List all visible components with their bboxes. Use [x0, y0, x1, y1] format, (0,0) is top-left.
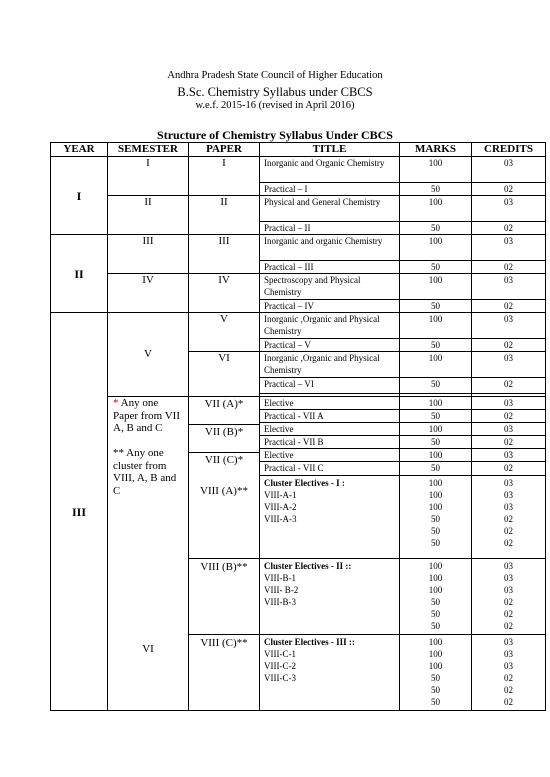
paper-cell: VII (C)*	[204, 454, 244, 466]
credits-cell: 03	[472, 274, 546, 300]
cluster-item: VIII-A-3	[264, 514, 297, 524]
col-header-paper: PAPER	[189, 143, 260, 157]
title-cell: Practical - VII B	[260, 436, 399, 449]
title-cell: Inorganic ,Organic and Physical Chemistry	[260, 352, 400, 378]
marks-cell: 50	[400, 410, 471, 423]
title-cell: Practical - VII A	[260, 410, 399, 423]
elective-note	[108, 397, 189, 559]
council-name: Andhra Pradesh State Council of Higher Education	[167, 70, 383, 81]
paper-cell: VIII (B)**	[189, 559, 260, 635]
paper-group	[189, 397, 260, 559]
credits-cell: 03	[504, 637, 513, 647]
year-cell: I	[51, 157, 108, 235]
title-cell: Practical – V	[260, 339, 400, 352]
semester-cell: IV	[108, 274, 189, 313]
title-cell: Elective	[260, 449, 399, 462]
marks-cell: 50	[431, 514, 440, 524]
title-cell: Practical – III	[260, 261, 400, 274]
paper-cell: VI	[189, 352, 260, 397]
credits-cell: 03	[504, 573, 513, 583]
paper-cell: I	[189, 157, 260, 196]
semester-cell: II	[108, 196, 189, 235]
title-cell: Practical - VII C	[260, 462, 399, 476]
table-header-row	[51, 143, 546, 157]
marks-cell: 100	[400, 423, 471, 436]
marks-group	[400, 397, 472, 559]
cluster-item: VIII-B-3	[264, 597, 296, 607]
semester-cell: VI	[108, 559, 189, 711]
marks-cell: 50	[431, 621, 440, 631]
paper-cell: II	[189, 196, 260, 235]
title-cell: Practical – IV	[260, 300, 400, 313]
page-title: Structure of Chemistry Syllabus Under CBCS	[157, 128, 393, 142]
year-cell: II	[51, 235, 108, 313]
marks-cell: 50	[431, 526, 440, 536]
effective-date: w.e.f. 2015-16 (revised in April 2016)	[195, 100, 355, 111]
marks-cell: 50	[431, 673, 440, 683]
title-cell: Practical – VI	[260, 378, 400, 394]
credits-cell: 03	[472, 157, 546, 183]
credits-group	[472, 635, 546, 711]
cluster-item: VIII-A-2	[264, 502, 297, 512]
marks-cell: 100	[400, 274, 472, 300]
marks-cell: 100	[400, 449, 471, 462]
paper-cell: VIII (A)**	[200, 485, 248, 497]
paper-cell: III	[189, 235, 260, 274]
cluster-item: VIII- B-2	[264, 585, 299, 595]
marks-cell: 50	[400, 261, 472, 274]
semester-cell: III	[108, 235, 189, 274]
credits-cell: 02	[504, 597, 513, 607]
marks-cell: 100	[400, 157, 472, 183]
credits-cell: 02	[472, 462, 545, 476]
marks-cell: 100	[400, 196, 472, 222]
marks-cell: 100	[428, 502, 443, 512]
title-cell: Elective	[260, 397, 399, 410]
credits-group	[472, 397, 546, 559]
col-header-marks: MARKS	[400, 143, 472, 157]
marks-cell: 100	[428, 573, 443, 583]
title-cell: Elective	[260, 423, 399, 436]
paper-cell: VIII (C)**	[189, 635, 260, 711]
col-header-credits: CREDITS	[472, 143, 546, 157]
table-row	[51, 559, 546, 635]
cluster-item: VIII-B-1	[264, 573, 296, 583]
marks-cell: 100	[428, 490, 443, 500]
title-cell: Physical and General Chemistry	[260, 196, 400, 222]
credits-cell: 02	[504, 526, 513, 536]
syllabus-table	[50, 142, 546, 711]
table-row	[51, 397, 546, 559]
marks-cell: 100	[400, 313, 472, 339]
cluster-item: VIII-A-1	[264, 490, 297, 500]
credits-cell: 03	[472, 352, 546, 378]
semester-cell: I	[108, 157, 189, 196]
title-cell: Inorganic and Organic Chemistry	[260, 157, 400, 183]
credits-cell: 03	[504, 502, 513, 512]
credits-cell: 03	[504, 661, 513, 671]
table-row	[51, 157, 546, 183]
credits-cell: 02	[504, 538, 513, 548]
table-row	[51, 196, 546, 222]
marks-group	[400, 635, 472, 711]
marks-cell: 100	[400, 397, 471, 410]
cluster-item: VIII-C-3	[264, 673, 296, 683]
credits-cell: 02	[472, 436, 545, 449]
col-header-year: YEAR	[51, 143, 108, 157]
credits-cell: 02	[504, 609, 513, 619]
paper-cell: VII (A)*	[189, 397, 259, 425]
marks-cell: 100	[400, 352, 472, 378]
marks-cell: 100	[428, 661, 443, 671]
marks-cell: 50	[431, 697, 440, 707]
credits-group	[472, 559, 546, 635]
cluster-item: VIII-C-1	[264, 649, 296, 659]
title-cell: Inorganic and organic Chemistry	[260, 235, 400, 261]
semester-cell: V	[108, 313, 189, 397]
cluster-heading: Cluster Electives - I :	[264, 478, 345, 488]
marks-cell: 50	[400, 222, 472, 235]
credits-cell: 02	[504, 514, 513, 524]
paper-cell: VII (B)*	[189, 425, 259, 453]
cluster-heading: Cluster Electives - III ::	[264, 637, 355, 647]
marks-cell: 100	[428, 637, 443, 647]
credits-cell: 02	[472, 261, 546, 274]
paper-cell: IV	[189, 274, 260, 313]
credits-cell: 03	[472, 235, 546, 261]
title-cell: Spectroscopy and Physical Chemistry	[260, 274, 400, 300]
marks-cell: 50	[400, 183, 472, 196]
credits-cell: 03	[504, 478, 513, 488]
any-one-cluster-note: ** Any one cluster from VIII, A, B and C	[113, 447, 177, 497]
credits-cell: 02	[472, 300, 546, 313]
credits-cell: 03	[504, 561, 513, 571]
credits-cell: 03	[504, 649, 513, 659]
credits-cell: 02	[504, 673, 513, 683]
cluster-item: VIII-C-2	[264, 661, 296, 671]
marks-cell: 50	[400, 378, 472, 394]
title-cell: Practical – I	[260, 183, 400, 196]
credits-cell: 02	[472, 378, 546, 394]
star-mark: *	[113, 397, 119, 409]
col-header-semester: SEMESTER	[108, 143, 189, 157]
marks-cell: 50	[431, 685, 440, 695]
credits-cell: 02	[472, 410, 545, 423]
credits-cell: 03	[472, 397, 545, 410]
marks-cell: 50	[400, 436, 471, 449]
marks-cell: 50	[431, 609, 440, 619]
credits-cell: 02	[472, 222, 546, 235]
marks-cell: 50	[400, 462, 471, 476]
marks-cell: 50	[400, 339, 472, 352]
marks-cell: 50	[431, 538, 440, 548]
table-row	[51, 313, 546, 339]
marks-group	[400, 559, 472, 635]
marks-cell: 50	[431, 597, 440, 607]
table-row	[51, 235, 546, 261]
marks-cell: 100	[400, 235, 472, 261]
credits-cell: 02	[504, 697, 513, 707]
col-header-title: TITLE	[260, 143, 400, 157]
title-cell: Practical – II	[260, 222, 400, 235]
paper-cell: V	[189, 313, 260, 352]
marks-cell: 100	[428, 478, 443, 488]
year-cell: III	[51, 313, 108, 711]
table-row	[51, 274, 546, 300]
credits-cell: 03	[472, 449, 545, 462]
marks-cell: 100	[428, 585, 443, 595]
credits-cell: 03	[472, 423, 545, 436]
program-name: B.Sc. Chemistry Syllabus under CBCS	[177, 85, 373, 99]
marks-cell: 50	[400, 300, 472, 313]
credits-cell: 03	[504, 490, 513, 500]
cluster-cell	[260, 635, 400, 711]
title-cell: Inorganic ,Organic and Physical Chemistry	[260, 313, 400, 339]
credits-cell: 02	[472, 183, 546, 196]
marks-cell: 100	[428, 561, 443, 571]
credits-cell: 02	[472, 339, 546, 352]
any-one-paper-note: Any one Paper from VII A, B and C	[113, 397, 180, 434]
credits-cell: 02	[504, 621, 513, 631]
credits-cell: 03	[472, 196, 546, 222]
credits-cell: 03	[504, 585, 513, 595]
credits-cell: 03	[472, 313, 546, 339]
cluster-cell	[260, 559, 400, 635]
marks-cell: 100	[428, 649, 443, 659]
title-group	[260, 397, 400, 559]
cluster-heading: Cluster Electives - II ::	[264, 561, 352, 571]
credits-cell: 02	[504, 685, 513, 695]
